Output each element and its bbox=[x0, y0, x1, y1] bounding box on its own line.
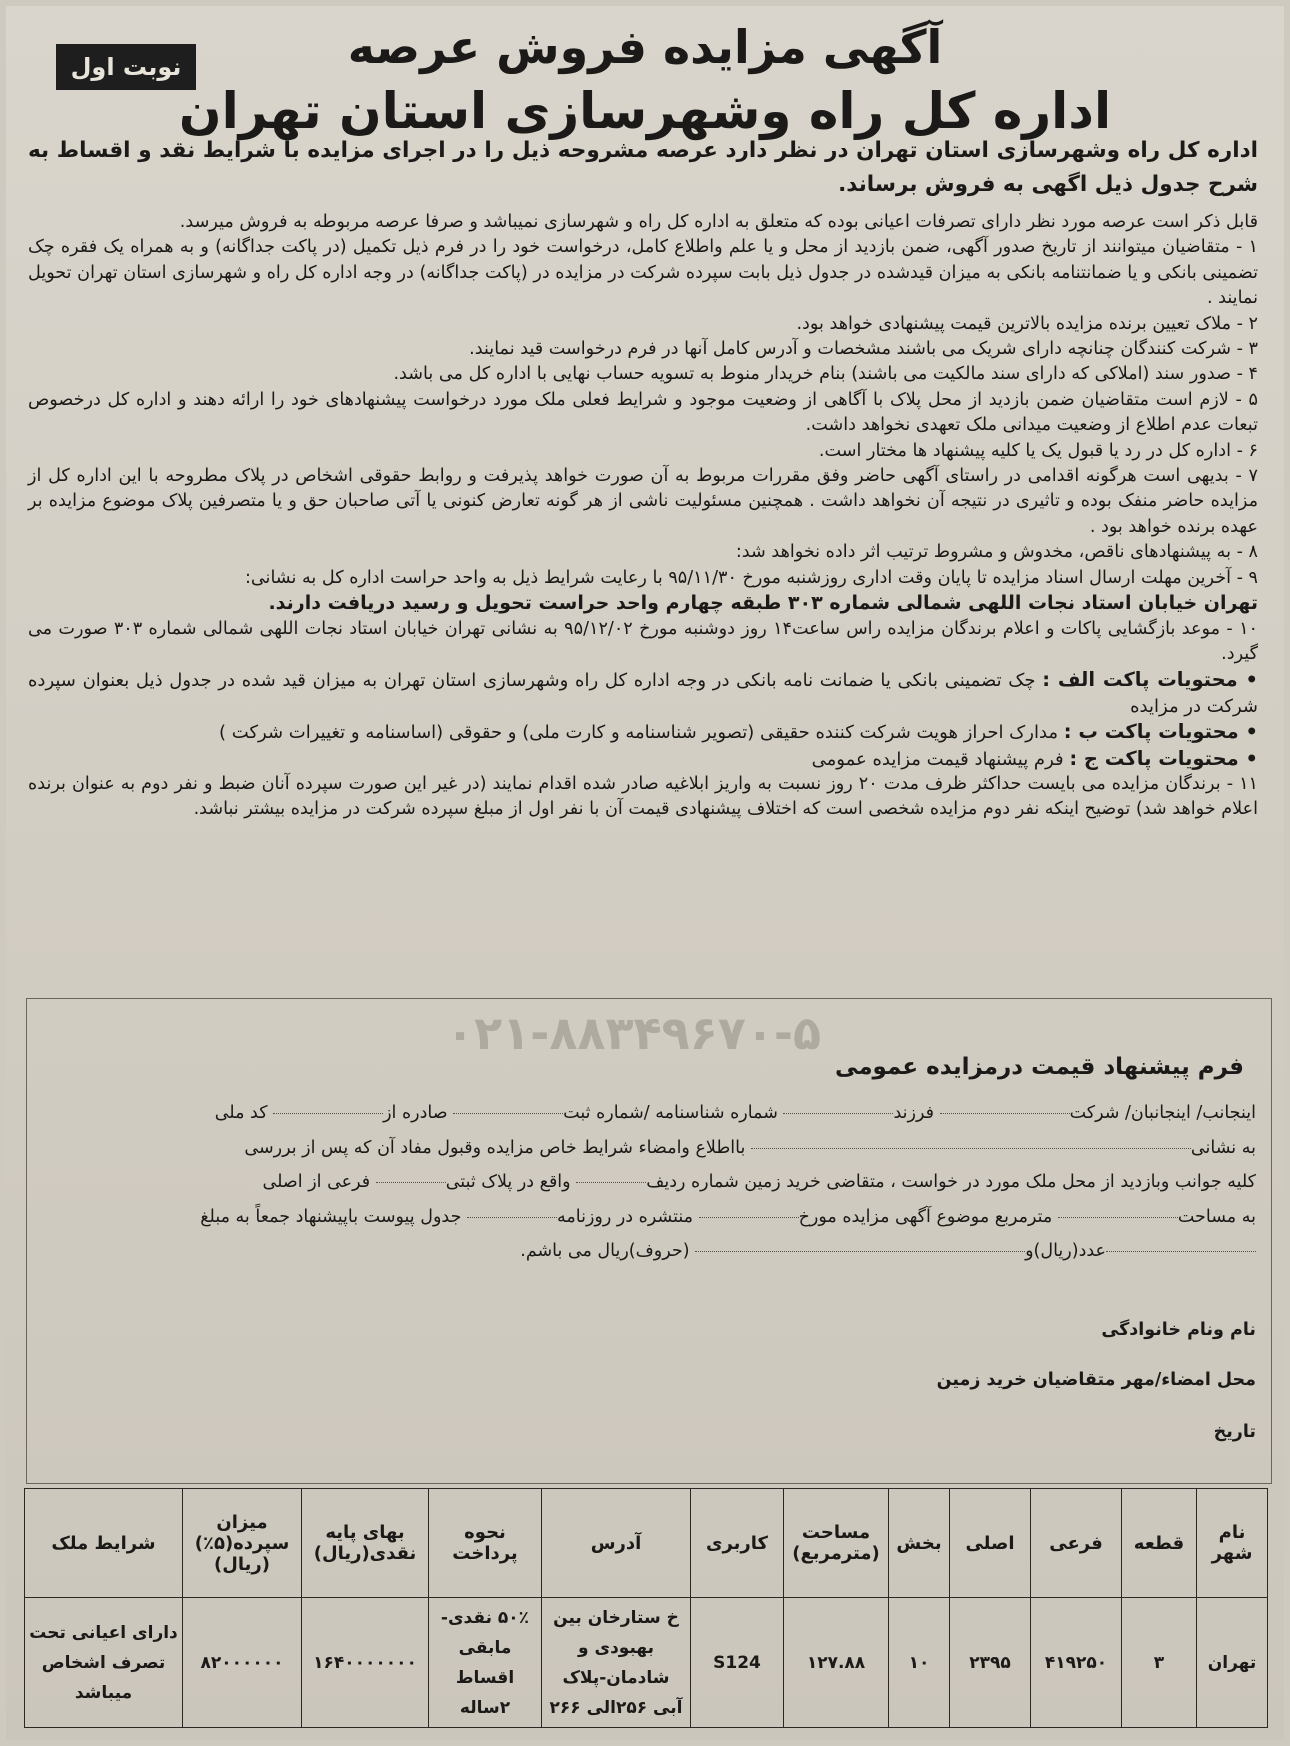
clause-9: ۹ - آخرین مهلت ارسال اسناد مزایده تا پایان وقت اداری روزشنبه مورخ ۹۵/۱۱/۳۰ با رعایت شرایط ذیل به واحد حراست اداره کل به نشانی: bbox=[244, 567, 1258, 588]
col-condition: شرایط ملک bbox=[25, 1489, 183, 1598]
bid-form-lines bbox=[32, 1096, 1256, 1269]
packet-b-text: مدارک احراز هویت شرکت کننده حقیقی (تصویر شناسنامه و کارت ملی) و حقوقی (اساسنامه و تغییرات شرکت ) bbox=[219, 722, 1059, 744]
notice-title: آگهی مزایده فروش عرصه bbox=[347, 20, 943, 74]
issue-badge: نوبت اول bbox=[56, 44, 196, 90]
cell-usage: S124 bbox=[691, 1598, 784, 1728]
col-payment: نحوه پرداخت bbox=[429, 1489, 542, 1598]
cell-subsidiary: ۴۱۹۲۵۰ bbox=[1031, 1598, 1122, 1728]
row-number-field[interactable] bbox=[576, 1181, 646, 1183]
address-field[interactable] bbox=[751, 1147, 1191, 1149]
clause-2: ۲ - ملاک تعیین برنده مزایده بالاترین قیمت پیشنهادی خواهد بود. bbox=[796, 313, 1258, 334]
cell-address: خ ستارخان بین بهبودی و شادمان-پلاک آبی ۲۵۶الی ۲۶۶ bbox=[542, 1598, 691, 1728]
col-base-price: بهای پایه نقدی(ریال) bbox=[302, 1489, 429, 1598]
col-city: نام شهر bbox=[1197, 1489, 1268, 1598]
packet-c-text: فرم پیشنهاد قیمت مزایده عمومی bbox=[811, 748, 1064, 770]
signature-label: محل امضاء/مهر متقاضیان خرید زمین bbox=[936, 1370, 1256, 1390]
col-usage: کاربری bbox=[691, 1489, 784, 1598]
amount-words-field[interactable] bbox=[695, 1250, 1025, 1252]
conditions-list bbox=[28, 210, 1258, 823]
form-line-5: عدد(ریال)و (حروف)ریال می باشم. bbox=[32, 1234, 1256, 1269]
father-name-field[interactable] bbox=[783, 1112, 893, 1114]
cell-condition: دارای اعیانی تحت تصرف اشخاص میباشد bbox=[25, 1598, 183, 1728]
cell-parcel: ۳ bbox=[1122, 1598, 1197, 1728]
clause-8: ۸ - به پیشنهادهای ناقص، مخدوش و مشروط ترتیب اثر داده نخواهد شد: bbox=[735, 542, 1258, 563]
col-subsidiary: فرعی bbox=[1031, 1489, 1122, 1598]
packet-c-label: • محتویات پاکت ج : bbox=[1069, 746, 1258, 770]
col-address: آدرس bbox=[542, 1489, 691, 1598]
id-number-field[interactable] bbox=[453, 1112, 563, 1114]
clause-note: قابل ذکر است عرصه مورد نظر دارای تصرفات اعیانی بوده که متعلق به اداره کل راه و شهرسازی نمیباشد و صرفا عرصه مربوطه به فروش میرسد. bbox=[179, 212, 1258, 232]
clause-3: ۳ - شرکت کنندگان چنانچه دارای شریک می باشند مشخصات و آدرس کامل آنها در فرم درخواست قید نمایند. bbox=[469, 339, 1258, 360]
cell-area: ۱۲۷.۸۸ bbox=[784, 1598, 889, 1728]
form-line-2: به نشانی بااطلاع وامضاء شرایط خاص مزایده وقبول مفاد آن که پس از بررسی bbox=[244, 1137, 1256, 1158]
date-label: تاریخ bbox=[1213, 1422, 1256, 1442]
packet-c bbox=[28, 746, 1258, 772]
company-field[interactable] bbox=[940, 1112, 1070, 1114]
packet-a-label: • محتویات پاکت الف : bbox=[1042, 668, 1258, 692]
form-line-3: کلیه جوانب وبازدید از محل ملک مورد در خواست ، متقاضی خرید زمین شماره ردیف واقع در پلاک ثبتی فرعی از اصلی bbox=[262, 1172, 1256, 1192]
col-district: بخش bbox=[889, 1489, 950, 1598]
delivery-address: تهران خیابان استاد نجات اللهی شمالی شماره ۳۰۳ طبقه چهارم واحد حراست تحویل و رسید دریافت دارند. bbox=[268, 592, 1258, 615]
cell-city: تهران bbox=[1197, 1598, 1268, 1728]
clause-5: ۵ - لازم است متقاضیان ضمن بازدید از محل پلاک با آگاهی از وضعیت موجود و شرایط فعلی ملک مورد درخواست پیشنهادهای خود را ارائه دهند و اداره کل درخصوص تبعات عدم اطلاع از وضعیت میدانی ملک تعهدی نخواهد داشت. bbox=[28, 389, 1258, 436]
table-row bbox=[25, 1598, 1268, 1728]
col-parcel: قطعه bbox=[1122, 1489, 1197, 1598]
packet-b bbox=[28, 719, 1258, 745]
cell-deposit: ۸۲۰۰۰۰۰۰ bbox=[183, 1598, 302, 1728]
notice-date-field[interactable] bbox=[699, 1216, 799, 1218]
form-line-4: به مساحت مترمربع موضوع آگهی مزایده مورخ منتشره در روزنامه جدول پیوست باپیشنهاد جمعاً به مبلغ bbox=[200, 1206, 1256, 1227]
col-area: مساحت (مترمربع) bbox=[784, 1489, 889, 1598]
issued-from-field[interactable] bbox=[273, 1112, 383, 1114]
area-field[interactable] bbox=[1058, 1216, 1178, 1218]
plaque-field[interactable] bbox=[376, 1181, 446, 1183]
clause-6: ۶ - اداره کل در رد یا قبول یک یا کلیه پیشنهاد ها مختار است. bbox=[818, 440, 1258, 461]
clause-7: ۷ - بدیهی است هرگونه اقدامی در راستای آگهی حاضر وفق مقررات مربوط به آن صورت خواهد پذیرفت و روابط حقوقی اشخاص در پلاک مطروحه با این اداره کل از مزایده حاضر منفک بوده و تاثیری در نتیجه آن نخواهد داشت . همچنین مسئولیت ناشی از هر گونه تعارض کنونی یا آتی صاحبان حق و یا متصرفین پلاک موضوع مزایده بر عهده برنده خواهد بود . bbox=[28, 466, 1258, 537]
packet-a bbox=[28, 667, 1258, 719]
phone-watermark: ۰۲۱-۸۸۳۴۹۶۷۰-۵ bbox=[446, 1006, 822, 1060]
cell-payment: ۵۰٪ نقدی-مابقی اقساط ۲ساله bbox=[429, 1598, 542, 1728]
col-deposit: میزان سپرده(۵٪) (ریال) bbox=[183, 1489, 302, 1598]
form-line-1: اینجانب/ اینجانبان/ شرکت فرزند شماره شناسنامه /شماره ثبت صادره از کد ملی bbox=[214, 1103, 1256, 1123]
bid-form-title: فرم پیشنهاد قیمت درمزایده عمومی bbox=[835, 1054, 1244, 1080]
full-name-label: نام ونام خانوادگی bbox=[1101, 1320, 1256, 1340]
organization-title: اداره کل راه وشهرسازی استان تهران bbox=[178, 82, 1112, 140]
clause-11: ۱۱ - برندگان مزایده می بایست حداکثر ظرف مدت ۲۰ روز نسبت به واریز ابلاغیه صادر شده اقدام نمایند (در غیر این صورت سپرده آنان ضبط و نفر دوم به عنوان برنده اعلام خواهد شد) توضیح اینکه نفر دوم مزایده شخصی است که اختلاف پیشنهادی قیمت آن با نفر اول از مبلغ سپرده شرکت در مزایده بیشتر نباشد. bbox=[28, 773, 1259, 820]
intro-paragraph: اداره کل راه وشهرسازی استان تهران در نظر دارد عرصه مشروحه ذیل را در اجرای مزایده با شرایط نقد و اقساط به شرح جدول ذیل اگهی به فروش برساند. bbox=[28, 138, 1258, 197]
packet-b-label: • محتویات پاکت ب : bbox=[1063, 720, 1258, 744]
cell-district: ۱۰ bbox=[889, 1598, 950, 1728]
cell-main: ۲۳۹۵ bbox=[950, 1598, 1031, 1728]
clause-4: ۴ - صدور سند (املاکی که دارای سند مالکیت می باشند) بنام خریدار منوط به تسویه حساب نهایی با اداره کل می باشد. bbox=[393, 364, 1258, 385]
cell-base-price: ۱۶۴۰۰۰۰۰۰۰ bbox=[302, 1598, 429, 1728]
notice-page bbox=[6, 6, 1284, 1740]
col-main: اصلی bbox=[950, 1489, 1031, 1598]
clause-1: ۱ - متقاضیان میتوانند از تاریخ صدور آگهی، ضمن بازدید از محل و یا علم واطلاع کامل، درخواست خود را در فرم ذیل تکمیل (در پاکت جداگانه) و به همراه یک فقره چک تضمینی بانکی و یا ضمانتنامه بانکی به میزان قیدشده در جدول ذیل بابت سپرده شرکت در مزایده در (پاکت جداگانه) در وجه اداره کل راه و شهرسازی استان تهران تحویل نمایند . bbox=[28, 237, 1258, 309]
clause-10: ۱۰ - موعد بازگشایی پاکات و اعلام برندگان مزایده راس ساعت۱۴ روز دوشنبه مورخ ۹۵/۱۲/۰۲ به نشانی تهران خیابان استاد نجات اللهی شمالی شماره ۳۰۳ صورت می گیرد. bbox=[28, 618, 1258, 664]
property-table bbox=[24, 1488, 1268, 1728]
amount-digits-field[interactable] bbox=[1106, 1250, 1256, 1252]
packet-a-text: چک تضمینی بانکی یا ضمانت نامه بانکی در وجه اداره کل راه وشهرسازی استان تهران به میزان قید شده در جدول ذیل بعنوان سپرده شرکت در مزایده bbox=[28, 670, 1258, 717]
newspaper-field[interactable] bbox=[467, 1216, 557, 1218]
table-header-row bbox=[25, 1489, 1268, 1598]
